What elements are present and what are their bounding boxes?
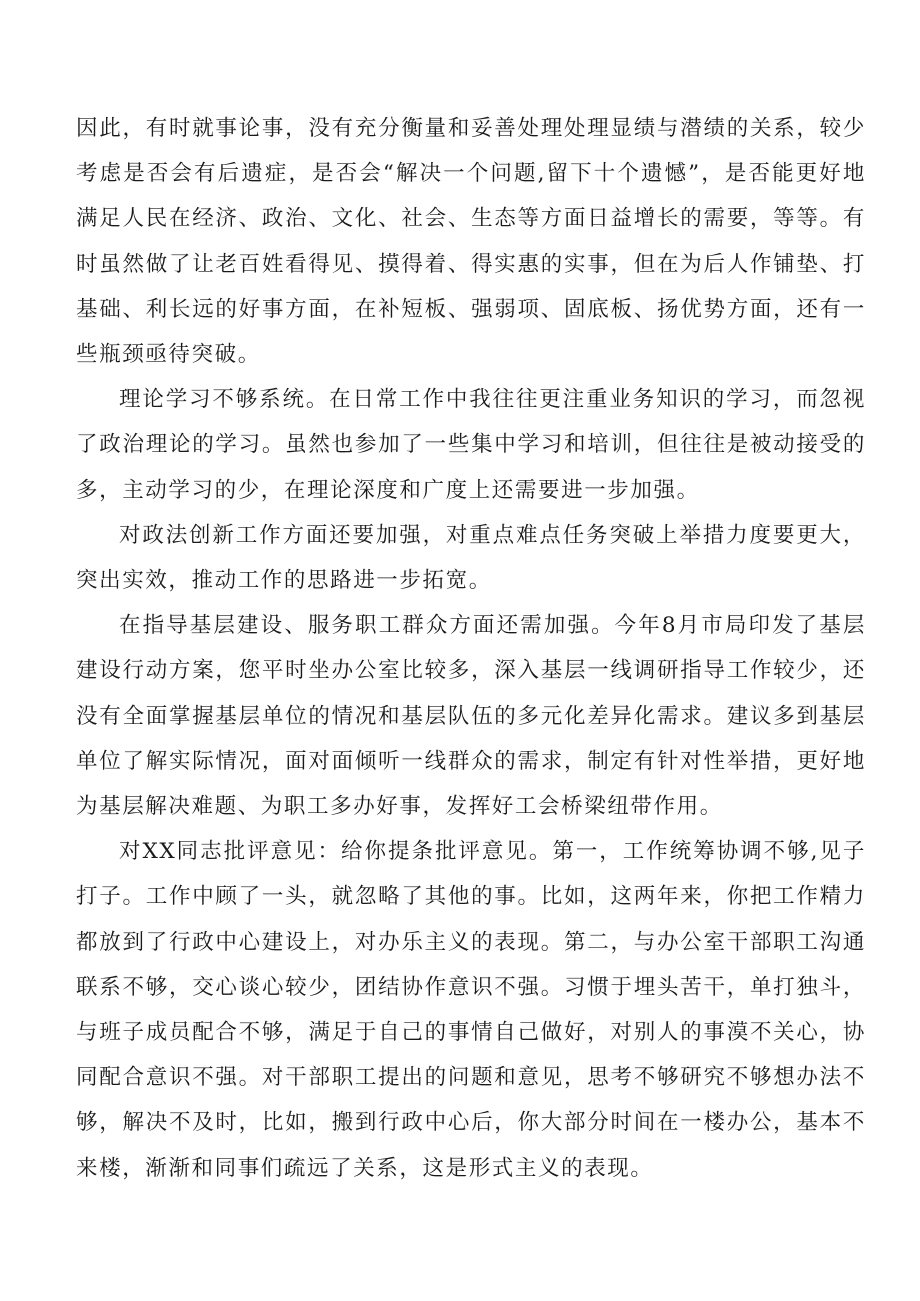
- paragraph-theory-study: 理论学习不够系统。在日常工作中我往往更注重业务知识的学习，而忽视了政治理论的学习。虽然也参加了一些集中学习和培训，但往往是被动接受的多，主动学习的少，在理论深度和广度上还需要进一步加强。: [76, 387, 866, 503]
- document-body: [76, 106, 866, 1191]
- paragraph-criticism-opinion: 对XX同志批评意见：给你提条批评意见。第一，工作统筹协调不够,见子打子。工作中顾了一头，就忽略了其他的事。比如，这两年来，你把工作精力都放到了行政中心建设上，对办乐主义的表现。第二，与办公室干部职工沟通联系不够，交心谈心较少，团结协作意识不强。习惯于埋头苦干，单打独斗，与班子成员配合不够，满足于自己的事情自己做好，对别人的事漠不关心，协同配合意识不强。对干部职工提出的问题和意见，思考不够研究不够想办法不够，解决不及时，比如，搬到行政中心后，你大部分时间在一楼办公，基本不来楼，渐渐和同事们疏远了关系，这是形式主义的表现。: [76, 839, 866, 1181]
- paragraph-political-legal-innovation: 对政法创新工作方面还要加强，对重点难点任务突破上举措力度要更大，突出实效，推动工作的思路进一步拓宽。: [76, 522, 866, 594]
- paragraph-continuation: 因此，有时就事论事，没有充分衡量和妥善处理处理显绩与潜绩的关系，较少考虑是否会有后遗症，是否会“解决一个问题,留下十个遗憾”，是否能更好地满足人民在经济、政治、文化、社会、生态等方面日益增长的需要，等等。有时虽然做了让老百姓看得见、摸得着、得实惠的实事，但在为后人作铺垫、打基础、利长远的好事方面，在补短板、强弱项、固底板、扬优势方面，还有一些瓶颈亟待突破。: [76, 116, 866, 368]
- paragraph-grassroots-guidance: 在指导基层建设、服务职工群众方面还需加强。今年8月市局印发了基层建设行动方案，您平时坐办公室比较多，深入基层一线调研指导工作较少，还没有全面掌握基层单位的情况和基层队伍的多元化差异化需求。建议多到基层单位了解实际情况，面对面倾听一线群众的需求，制定有针对性举措，更好地为基层解决难题、为职工多办好事，发挥好工会桥梁纽带作用。: [76, 613, 866, 820]
